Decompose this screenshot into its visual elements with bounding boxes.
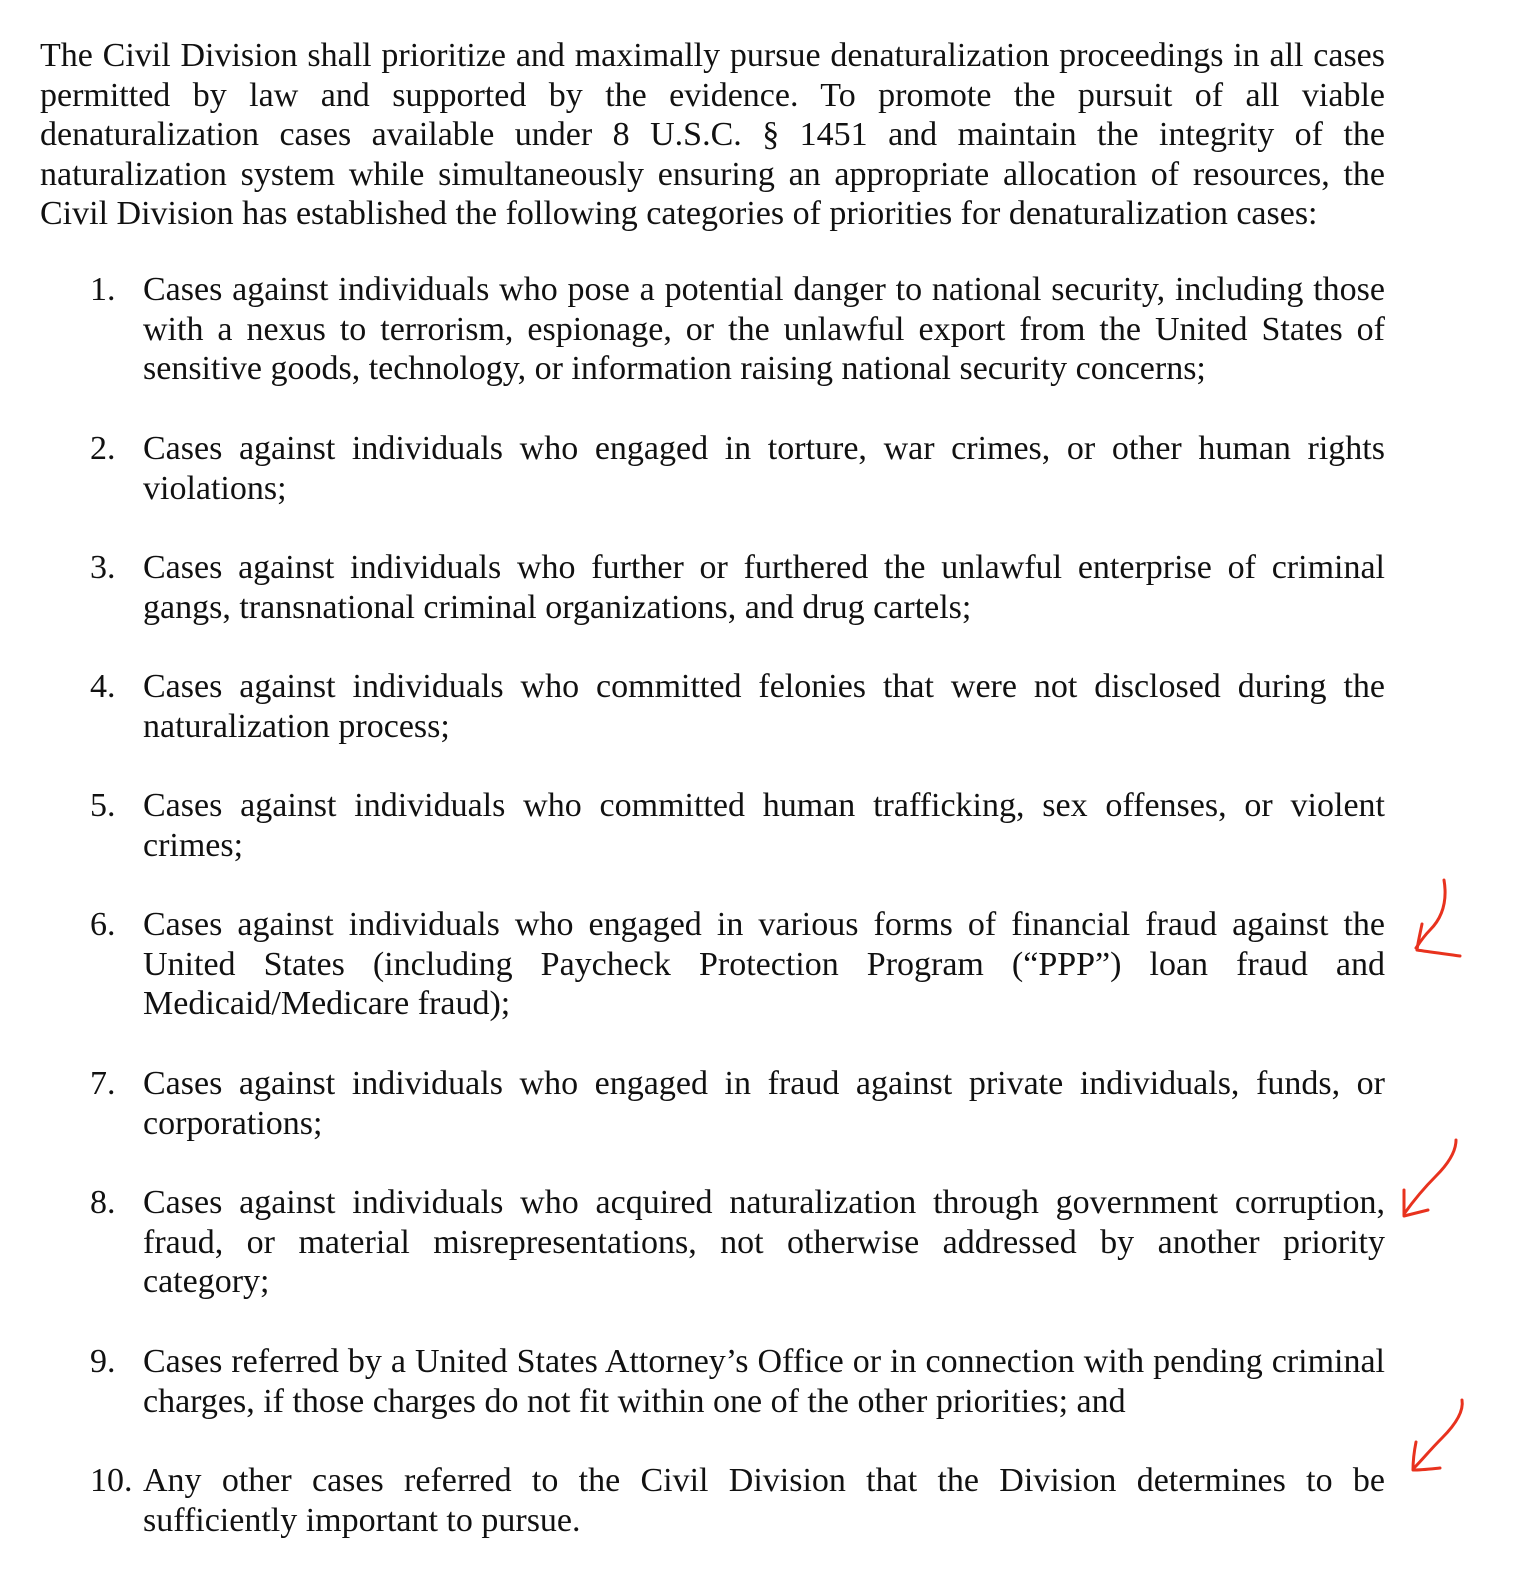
priority-text: Cases against individuals who further or furthered the unlawful enterprise of criminal gangs, transnational criminal organizations, and drug cartels; bbox=[143, 549, 1385, 626]
priority-number: 8. bbox=[90, 1184, 116, 1221]
hand-drawn-arrow-icon bbox=[1392, 1134, 1472, 1230]
priority-number: 10. bbox=[90, 1462, 133, 1499]
hand-drawn-arrow-icon bbox=[1400, 872, 1480, 972]
priority-number: 7. bbox=[90, 1065, 116, 1102]
priority-text: Cases against individuals who acquired naturalization through government corruption, fraud, or material misrepresentations, not otherwise addressed by another priority category; bbox=[143, 1184, 1385, 1301]
priority-item-8 bbox=[90, 1183, 1386, 1302]
priority-text: Cases against individuals who committed felonies that were not disclosed during the naturalization process; bbox=[143, 668, 1385, 745]
priority-item-3 bbox=[90, 548, 1386, 627]
priority-text: Cases referred by a United States Attorney’s Office or in connection with pending criminal charges, if those charges do not fit within one of the other priorities; and bbox=[143, 1343, 1385, 1420]
priority-text: Any other cases referred to the Civil Division that the Division determines to be sufficiently important to pursue. bbox=[143, 1462, 1385, 1539]
priority-text: Cases against individuals who pose a potential danger to national security, including those with a nexus to terrorism, espionage, or the unlawful export from the United States of sensitive goods, technology, or information raising national security concerns; bbox=[143, 271, 1385, 388]
intro-paragraph: The Civil Division shall prioritize and maximally pursue denaturalization proceedings in all cases permitted by law and supported by the evidence. To promote the pursuit of all viable denaturalization cases available under 8 U.S.C. § 1451 and maintain the integrity of the naturalization system while simultaneously ensuring an appropriate allocation of resources, the Civil Division has established the following categories of priorities for denaturalization cases: bbox=[40, 37, 1385, 233]
hand-drawn-arrow-icon bbox=[1400, 1394, 1480, 1484]
priority-number: 3. bbox=[90, 549, 116, 586]
priority-item-1 bbox=[90, 270, 1386, 389]
priority-item-7 bbox=[90, 1064, 1386, 1143]
priority-text: Cases against individuals who engaged in torture, war crimes, or other human rights violations; bbox=[143, 430, 1385, 507]
priority-number: 5. bbox=[90, 787, 116, 824]
priority-text: Cases against individuals who committed human trafficking, sex offenses, or violent crimes; bbox=[143, 787, 1385, 864]
priority-number: 2. bbox=[90, 430, 116, 467]
priority-item-4 bbox=[90, 667, 1386, 746]
priority-item-5 bbox=[90, 786, 1386, 865]
priority-text: Cases against individuals who engaged in fraud against private individuals, funds, or corporations; bbox=[143, 1065, 1385, 1142]
priority-number: 4. bbox=[90, 668, 116, 705]
priority-number: 6. bbox=[90, 906, 116, 943]
priority-item-2 bbox=[90, 429, 1386, 508]
priority-number: 9. bbox=[90, 1343, 116, 1380]
priority-number: 1. bbox=[90, 271, 116, 308]
priority-item-10 bbox=[90, 1461, 1386, 1540]
priority-item-9 bbox=[90, 1342, 1386, 1421]
priority-text: Cases against individuals who engaged in various forms of financial fraud against the United States (including Paycheck Protection Program (“PPP”) loan fraud and Medicaid/Medicare fraud); bbox=[143, 906, 1385, 1023]
priority-item-6 bbox=[90, 905, 1386, 1024]
